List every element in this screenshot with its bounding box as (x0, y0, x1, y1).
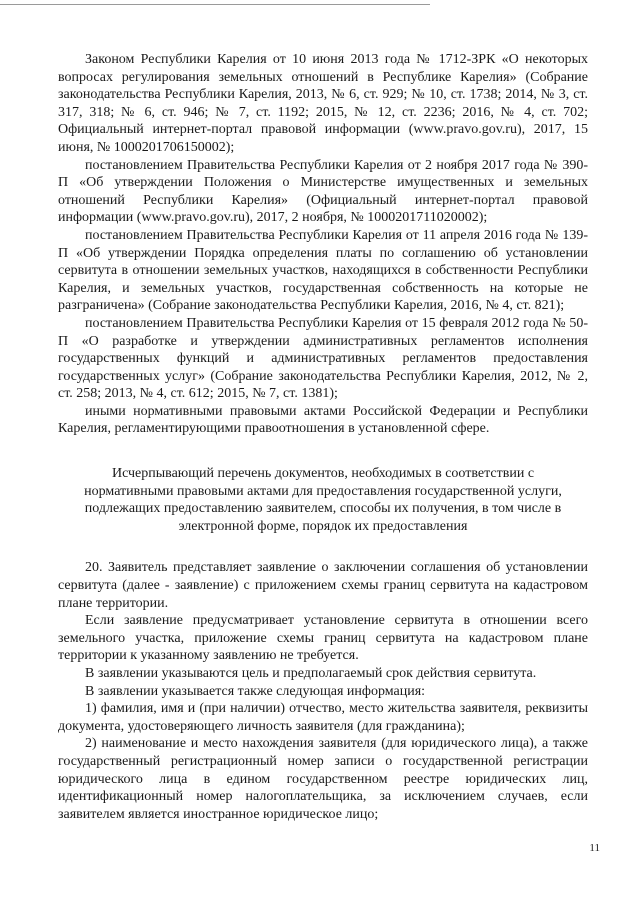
section-heading (58, 465, 588, 535)
heading-line: электронной форме, порядок их предоставления (178, 518, 468, 534)
document-page (58, 51, 588, 823)
paragraph-other-acts: иными нормативными правовыми актами Российской Федерации и Республики Карелия, регламентирующими правоотношения в установленной сфере. (58, 403, 588, 437)
top-rule (0, 4, 430, 5)
paragraph-decree-139p: постановлением Правительства Республики Карелия от 11 апреля 2016 года № 139-П «Об утверждении Порядка определения платы по соглашению об установлении сервитута в отношении земельных участков, находящихся в собственности Республики Карелия, и земельных участков, государственная собственность на которые не разграничена» (Собрание законодательства Республики Карелия, 2016, № 4, ст. 821); (58, 227, 588, 314)
paragraph-decree-390p: постановлением Правительства Республики Карелия от 2 ноября 2017 года № 390-П «Об утверждении Положения о Министерстве имущественных и земельных отношений Республики Карелия» (Официальный интернет-портал правовой информации (www.pravo.gov.ru), 2017, 2 ноября, № 1000201711020002); (58, 157, 588, 226)
heading-line: нормативными правовыми актами для предоставления государственной услуги, (84, 483, 562, 499)
paragraph-whole-parcel: Если заявление предусматривает установление сервитута в отношении всего земельного участка, приложение схемы границ сервитута на кадастровом плане территории к указанному заявлению не требуется. (58, 613, 588, 664)
paragraph-item-1: 1) фамилия, имя и (при наличии) отчество, место жительства заявителя, реквизиты документа, удостоверяющего личность заявителя (для гражданина); (58, 701, 588, 734)
paragraph-info-intro: В заявлении указывается также следующая информация: (85, 683, 426, 699)
paragraph-law-1712: Законом Республики Карелия от 10 июня 2013 года № 1712-ЗРК «О некоторых вопросах регулирования земельных отношений в Республике Карелия» (Собрание законодательства Республики Карелия, 2013, № 6, ст. 929; № 10, ст. 1738; 2014, № 3, ст. 317, 318; № 6, ст. 946; № 7, ст. 1192; 2015, № 12, ст. 2236; 2016, № 4, ст. 702; Официальный интернет-портал правовой информации (www.pravo.gov.ru), 2017, 15 июня, № 1000201706150002); (58, 52, 588, 155)
page-number: 11 (589, 842, 600, 854)
paragraph-purpose-term: В заявлении указываются цель и предполагаемый срок действия сервитута. (85, 666, 537, 681)
paragraph-decree-50p: постановлением Правительства Республики Карелия от 15 февраля 2012 года № 50-П «О разработке и утверждении административных регламентов исполнения государственных функций и административных регламентов предоставления государственных услуг» (Собрание законодательства Республики Карелия, 2012, № 2, ст. 258; 2013, № 4, ст. 612; 2015, № 7, ст. 1381); (58, 315, 588, 402)
paragraph-item-2: 2) наименование и место нахождения заявителя (для юридического лица), а также государственный регистрационный номер записи о государственной регистрации юридического лица в едином государственном реестре юридических лиц, идентификационный номер налогоплательщика, за исключением случаев, если заявителем является иностранное юридическое лицо; (58, 736, 588, 822)
heading-line: Исчерпывающий перечень документов, необходимых в соответствии с (111, 466, 535, 482)
heading-line: подлежащих предоставлению заявителем, способы их получения, в том числе в (84, 501, 562, 517)
paragraph-item-20: 20. Заявитель представляет заявление о заключении соглашения об установлении сервитута (далее - заявление) с приложением схемы границ сервитута на кадастровом плане территории. (58, 560, 588, 611)
